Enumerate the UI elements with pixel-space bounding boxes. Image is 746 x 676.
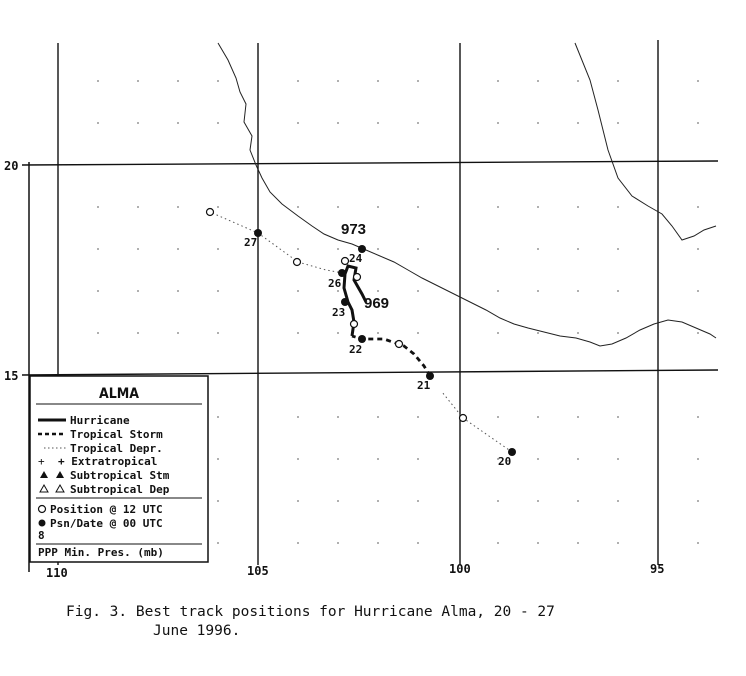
- grid-dot: [497, 80, 499, 82]
- grid-dot: [617, 122, 619, 124]
- grid-dot: [417, 500, 419, 502]
- grid-dot: [217, 458, 219, 460]
- legend-item-tropical-storm: Tropical Storm: [70, 428, 163, 441]
- position-00utc-marker: [341, 298, 349, 306]
- grid-dot: [137, 80, 139, 82]
- grid-dot: [577, 500, 579, 502]
- position-12utc-marker: [207, 209, 214, 216]
- grid-dot: [617, 542, 619, 544]
- grid-dot: [417, 206, 419, 208]
- position-12utc-marker: [351, 321, 358, 328]
- position-12utc-marker: [460, 415, 467, 422]
- grid-dot: [337, 290, 339, 292]
- legend-12utc-symbol: [39, 506, 46, 513]
- grid-dot: [617, 290, 619, 292]
- grid-dot: [697, 500, 699, 502]
- legend-item-min-pres: PPP Min. Pres. (mb): [38, 546, 164, 559]
- legend-title: ALMA: [99, 386, 140, 402]
- legend-item-tropical-depr: Tropical Depr.: [70, 442, 163, 455]
- grid-dot: [577, 416, 579, 418]
- grid-dot: [537, 416, 539, 418]
- grid-dot: [297, 416, 299, 418]
- coastline-mexico: [218, 43, 716, 346]
- grid-dot: [577, 206, 579, 208]
- coastline-gulf: [575, 43, 716, 240]
- grid-dot: [217, 500, 219, 502]
- grid-dot: [297, 122, 299, 124]
- grid-dot: [337, 80, 339, 82]
- grid-dot: [297, 248, 299, 250]
- grid-dot: [377, 206, 379, 208]
- grid-dot: [217, 206, 219, 208]
- svg-text:8: 8: [38, 529, 45, 542]
- grid-dot: [537, 332, 539, 334]
- grid-dot: [377, 290, 379, 292]
- grid-dot: [337, 122, 339, 124]
- grid-dot: [697, 416, 699, 418]
- grid-dot: [497, 542, 499, 544]
- grid-dot: [297, 290, 299, 292]
- grid-dot: [497, 416, 499, 418]
- grid-dot: [497, 332, 499, 334]
- grid-dot: [537, 80, 539, 82]
- grid-dot: [97, 248, 99, 250]
- grid-dot: [497, 248, 499, 250]
- lat-label-20: 20: [4, 159, 19, 173]
- grid-dot: [97, 290, 99, 292]
- grid-dot: [377, 542, 379, 544]
- grid-dot: [177, 122, 179, 124]
- grid-dot: [617, 248, 619, 250]
- grid-dot: [337, 248, 339, 250]
- grid-dot: [417, 332, 419, 334]
- grid-dot: [537, 500, 539, 502]
- position-12utc-marker: [294, 259, 301, 266]
- grid-dot: [217, 248, 219, 250]
- grid-dot: [537, 248, 539, 250]
- grid-dot: [617, 500, 619, 502]
- date-label: 20: [498, 455, 512, 468]
- grid-dot: [297, 80, 299, 82]
- position-00utc-marker: [358, 335, 366, 343]
- grid-dot: [537, 458, 539, 460]
- date-label: 27: [244, 236, 258, 249]
- grid-dot: [577, 542, 579, 544]
- grid-dot: [537, 542, 539, 544]
- grid-dot: [577, 122, 579, 124]
- lon-label-105: 105: [247, 564, 269, 578]
- grid-dot: [697, 248, 699, 250]
- grid-dot: [217, 542, 219, 544]
- grid-dot: [337, 206, 339, 208]
- date-label: 21: [417, 379, 431, 392]
- grid-dot: [497, 122, 499, 124]
- grid-dot: [377, 80, 379, 82]
- grid-dot: [377, 416, 379, 418]
- grid-dot: [577, 332, 579, 334]
- grid-dot: [217, 122, 219, 124]
- grid-dot: [697, 122, 699, 124]
- grid-dot: [497, 290, 499, 292]
- grid-dot: [697, 80, 699, 82]
- grid-dot: [417, 122, 419, 124]
- grid-dot: [377, 500, 379, 502]
- lon-label-110: 110: [46, 566, 68, 580]
- grid-dot: [537, 290, 539, 292]
- grid-dot: [217, 290, 219, 292]
- grid-dot: [137, 206, 139, 208]
- legend: [30, 376, 208, 562]
- grid-dot: [417, 290, 419, 292]
- grid-dot: [177, 290, 179, 292]
- legend-item-subtropical-stm: Subtropical Stm: [70, 469, 170, 482]
- legend-item-subtropical-dep: Subtropical Dep: [70, 483, 170, 496]
- grid-dot: [337, 500, 339, 502]
- grid-dot: [697, 206, 699, 208]
- grid-dot: [337, 542, 339, 544]
- date-label: 26: [328, 277, 342, 290]
- position-12utc-marker: [342, 258, 349, 265]
- grid-dot: [337, 458, 339, 460]
- legend-item-extratropical: + Extratropical: [58, 455, 158, 468]
- position-00utc-marker: [338, 269, 346, 277]
- min-pressure-label: 973: [341, 221, 367, 238]
- grid-dot: [417, 80, 419, 82]
- grid-dot: [697, 290, 699, 292]
- lon-label-95: 95: [650, 562, 665, 576]
- grid-dot: [617, 206, 619, 208]
- grid-dot: [417, 416, 419, 418]
- grid-dot: [97, 206, 99, 208]
- figure-caption: [66, 603, 555, 641]
- grid-dot: [177, 80, 179, 82]
- grid-dot: [537, 122, 539, 124]
- lon-label-100: 100: [449, 562, 471, 576]
- date-label: 22: [349, 343, 363, 356]
- grid-dot: [497, 500, 499, 502]
- legend-extratropical-symbol: +: [38, 455, 45, 468]
- lat-label-15: 15: [4, 369, 19, 383]
- grid-dot: [137, 290, 139, 292]
- grid-dot: [297, 206, 299, 208]
- grid-dot: [577, 290, 579, 292]
- grid-dot: [217, 80, 219, 82]
- grid-dot: [337, 416, 339, 418]
- grid-dot: [97, 80, 99, 82]
- grid-dot: [97, 332, 99, 334]
- grid-dot: [417, 458, 419, 460]
- legend-item-psn-date-00utc: Psn/Date @ 00 UTC: [50, 517, 163, 530]
- grid-dot: [377, 248, 379, 250]
- grid-dot: [617, 80, 619, 82]
- grid-dot: [217, 332, 219, 334]
- grid-dot: [617, 458, 619, 460]
- grid-dot: [617, 416, 619, 418]
- caption-line-2: June 1996.: [153, 623, 241, 639]
- grid-dot: [137, 248, 139, 250]
- date-label: 24: [349, 252, 363, 265]
- grid-dot: [577, 458, 579, 460]
- grid-dot: [697, 458, 699, 460]
- grid-dot: [297, 542, 299, 544]
- legend-00utc-symbol: [39, 520, 46, 527]
- min-pressure-label: 969: [364, 295, 390, 312]
- grid-dot: [697, 542, 699, 544]
- grid-dot: [417, 542, 419, 544]
- grid-dot: [297, 458, 299, 460]
- grid-dot: [577, 80, 579, 82]
- grid-dot: [177, 248, 179, 250]
- grid-dot: [497, 206, 499, 208]
- grid-dot: [177, 206, 179, 208]
- grid-dot: [417, 248, 419, 250]
- grid-dot: [377, 332, 379, 334]
- grid-dot: [97, 122, 99, 124]
- legend-item-hurricane: Hurricane: [70, 414, 130, 427]
- legend-item-position-12utc: Position @ 12 UTC: [50, 503, 163, 516]
- caption-line-1: Fig. 3. Best track positions for Hurricane Alma, 20 - 27: [66, 604, 555, 620]
- grid-dot: [297, 332, 299, 334]
- grid-dot: [377, 122, 379, 124]
- date-label: 23: [332, 306, 346, 319]
- grid-dot: [617, 332, 619, 334]
- grid-dot: [337, 332, 339, 334]
- grid-dot: [137, 122, 139, 124]
- position-12utc-marker: [354, 274, 361, 281]
- grid-dot: [217, 416, 219, 418]
- grid-dot: [697, 332, 699, 334]
- grid-dot: [577, 248, 579, 250]
- grid-dot: [537, 206, 539, 208]
- grid-dot: [377, 458, 379, 460]
- grid-dot: [177, 332, 179, 334]
- grid-dot: [297, 500, 299, 502]
- grid-dot: [137, 332, 139, 334]
- position-12utc-marker: [396, 341, 403, 348]
